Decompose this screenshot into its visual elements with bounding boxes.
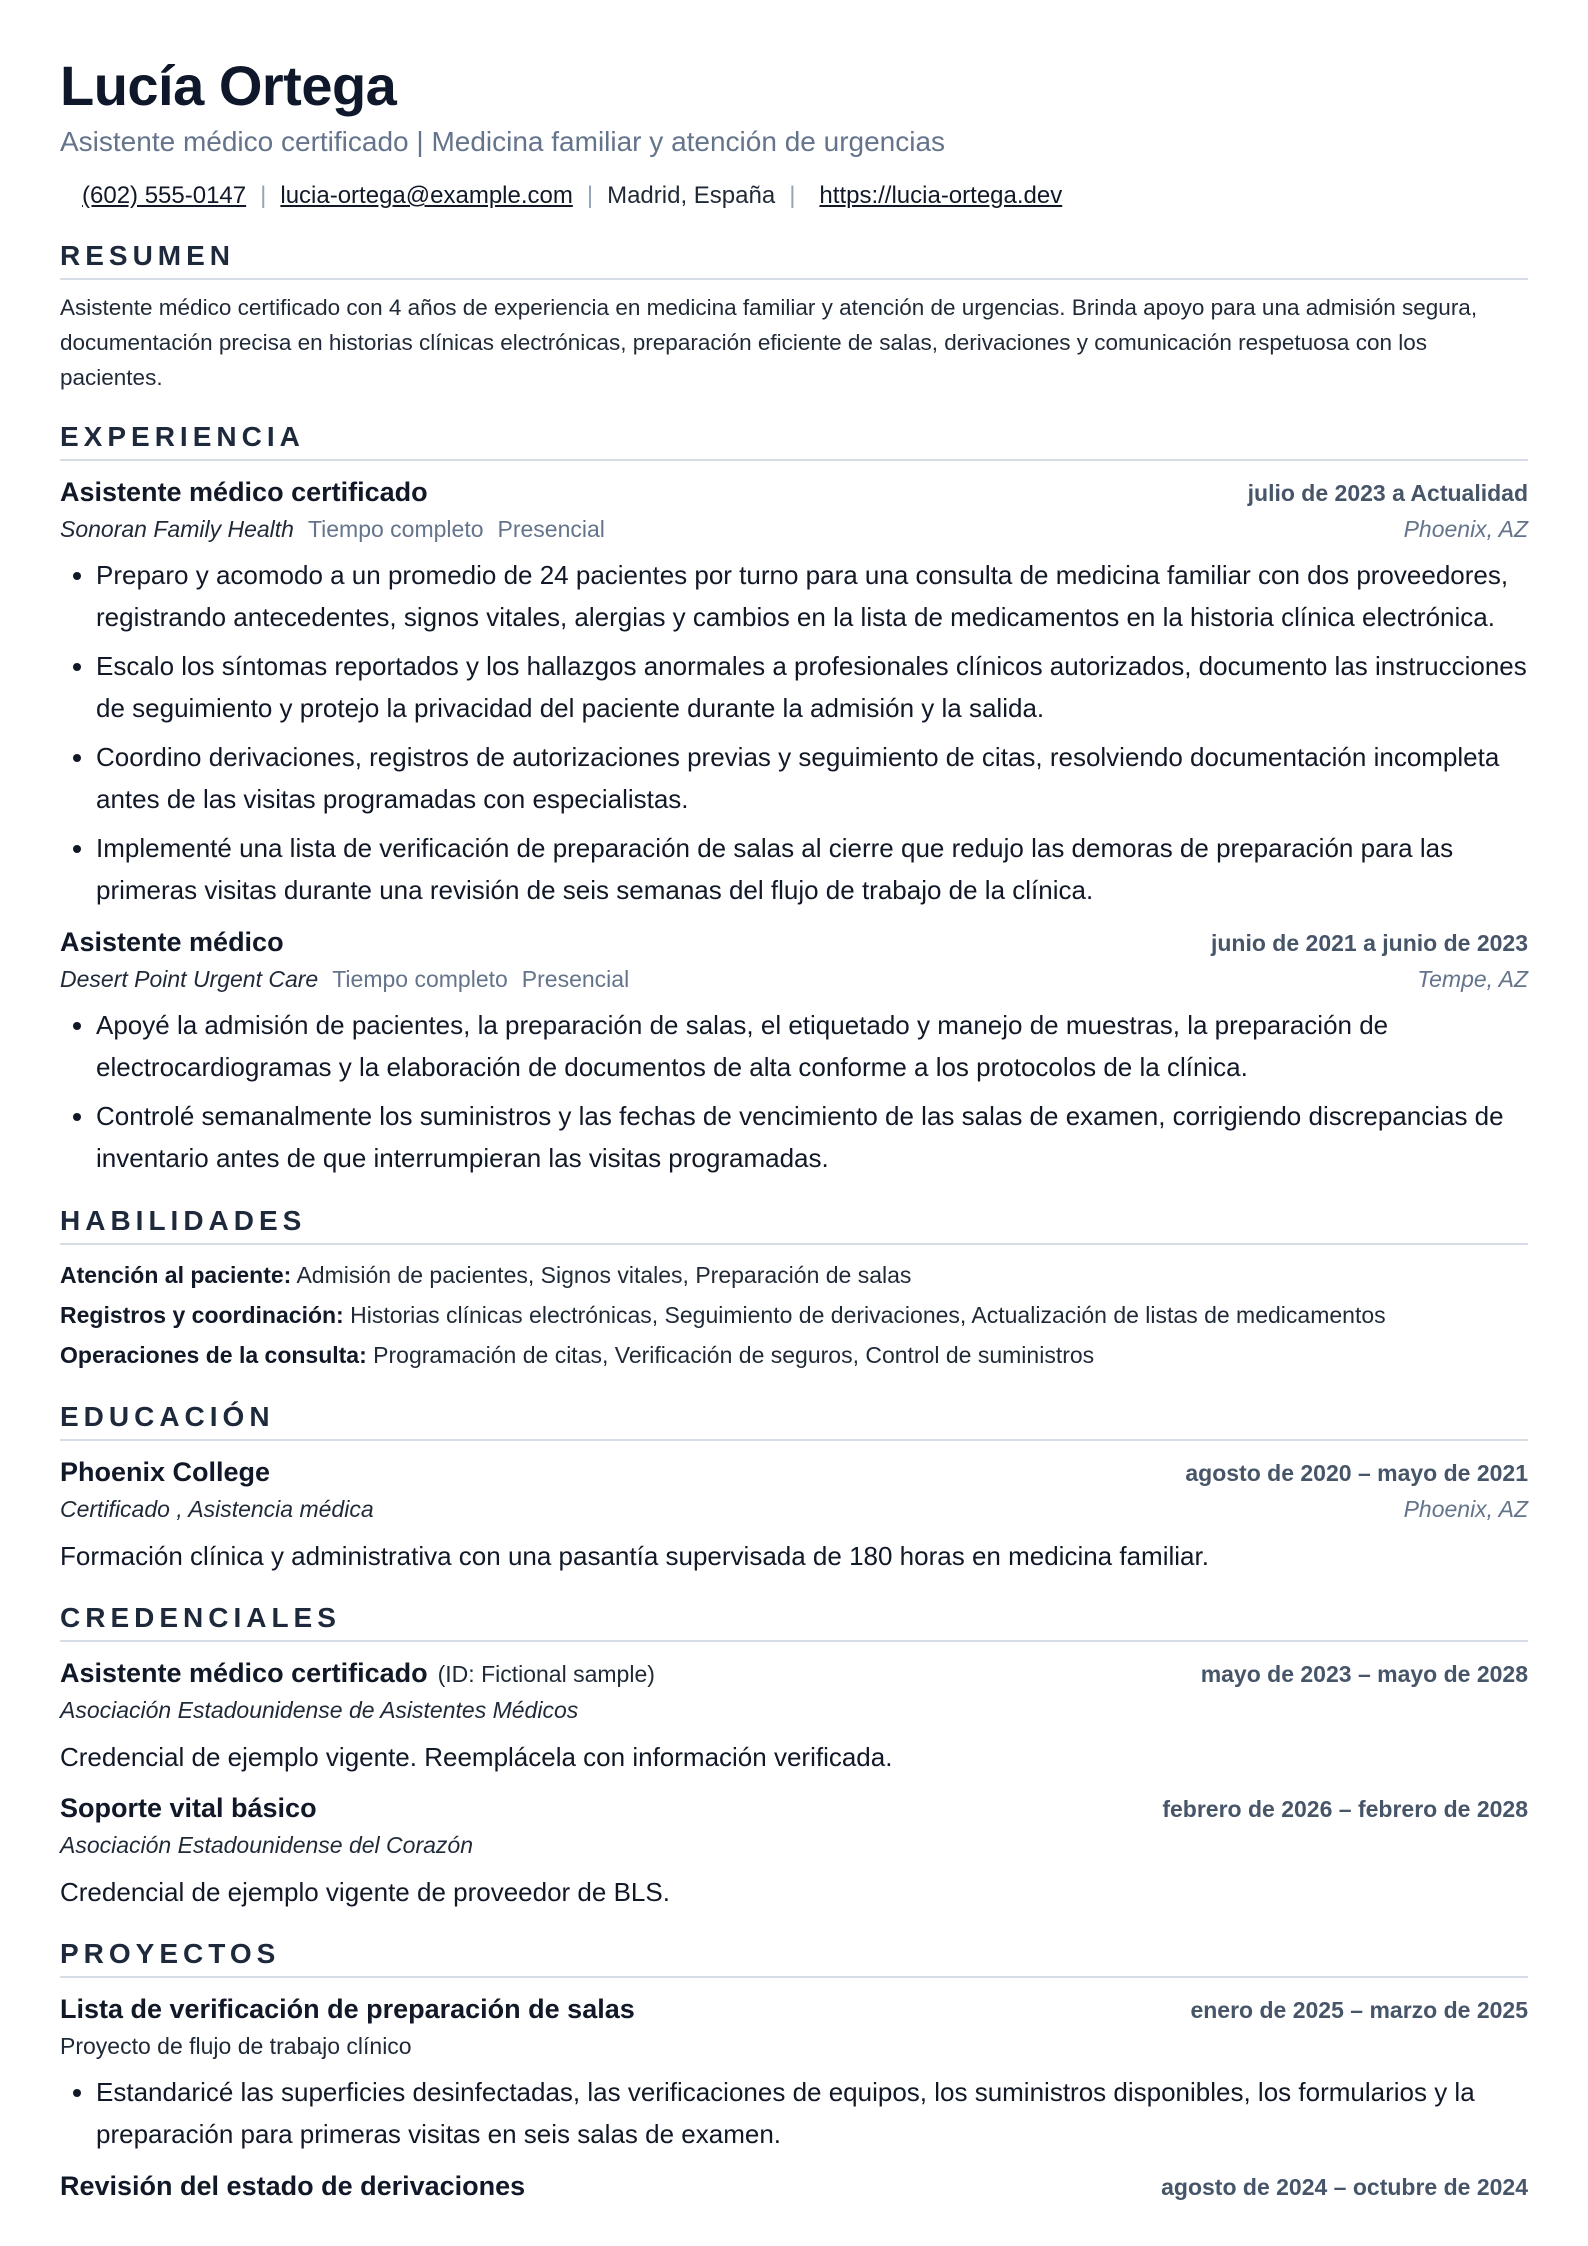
bullet-item: • Implementé una lista de verificación de preparación de salas al cierre que redujo las demoras de preparación para las primeras visitas durante una revisión de seis semanas del flujo de trabajo de la clínica. (96, 827, 1528, 911)
skill-items: Historias clínicas electrónicas, Seguimiento de derivaciones, Actualización de listas de medicamentos (350, 1302, 1386, 1328)
credential-title: Soporte vital básico (60, 1793, 317, 1823)
credential-entry (60, 1789, 1528, 1912)
experience-entry (60, 473, 1528, 911)
skill-items: Programación de citas, Verificación de seguros, Control de suministros (373, 1342, 1095, 1368)
bullet-item: • Estandaricé las superficies desinfectadas, las verificaciones de equipos, los suministros disponibles, los formularios y la preparación para primeras visitas en seis salas de examen. (96, 2071, 1528, 2155)
credential-title: Asistente médico certificado (60, 1658, 428, 1688)
skill-row (60, 1335, 1528, 1375)
credential-dates: mayo de 2023 – mayo de 2028 (1200, 1661, 1528, 1687)
bullet-item: • Apoyé la admisión de pacientes, la preparación de salas, el etiquetado y manejo de muestras, la preparación de electrocardiogramas y la elaboración de documentos de alta conforme a los protocolos de la clínica. (96, 1004, 1528, 1088)
education-location: Phoenix, AZ (1403, 1496, 1528, 1522)
education-description: Formación clínica y administrativa con una pasantía supervisada de 180 horas en medicina familiar. (60, 1541, 1209, 1571)
section-title-experience: EXPERIENCIA (60, 419, 1528, 461)
skill-label: Atención al paciente: (60, 1262, 292, 1288)
credential-description: Credencial de ejemplo vigente. Reemplácela con información verificada. (60, 1742, 893, 1772)
separator: | (586, 182, 594, 209)
project-dates: enero de 2025 – marzo de 2025 (1190, 1997, 1528, 2023)
separator: | (260, 182, 267, 209)
section-title-skills: HABILIDADES (60, 1203, 1528, 1245)
project-entry (60, 1990, 1528, 2155)
bullet-item: • Controlé semanalmente los suministros y las fechas de vencimiento de las salas de examen, corrigiendo discrepancias de inventario antes de que interrumpieran las visitas programadas. (96, 1095, 1528, 1179)
section-title-education: EDUCACIÓN (60, 1399, 1528, 1441)
project-title: Revisión del estado de derivaciones (60, 2171, 526, 2201)
experience-entry (60, 923, 1528, 1179)
skill-label: Registros y coordinación: (60, 1302, 344, 1328)
job-location: Tempe, AZ (1417, 966, 1528, 992)
education-dates: agosto de 2020 – mayo de 2021 (1185, 1460, 1528, 1486)
project-dates: agosto de 2024 – octubre de 2024 (1161, 2174, 1528, 2200)
job-location: Phoenix, AZ (1403, 516, 1528, 542)
school-name: Phoenix College (60, 1457, 271, 1487)
name-heading: Lucía Ortega (60, 54, 397, 117)
credential-entry (60, 1654, 1528, 1777)
section-title-projects: PROYECTOS (60, 1936, 1528, 1978)
credential-issuer: Asociación Estadounidense del Corazón (60, 1832, 473, 1858)
email-link[interactable]: lucia-ortega@example.com (280, 182, 573, 209)
bullet-item: • Coordino derivaciones, registros de autorizaciones previas y seguimiento de citas, resolviendo documentación incompleta antes de las visitas programadas con especialistas. (96, 736, 1528, 820)
separator: | (789, 182, 796, 209)
resume-page (60, 52, 1528, 2206)
bullet-item: • Escalo los síntomas reportados y los hallazgos anormales a profesionales clínicos autorizados, documento las instrucciones de seguimiento y protejo la privacidad del paciente durante la admisión y la salida. (96, 645, 1528, 729)
location-text: Madrid, España (607, 182, 776, 209)
tagline: Asistente médico certificado | Medicina familiar y atención de urgencias (60, 126, 946, 157)
skill-row (60, 1295, 1528, 1335)
section-title-credentials: CREDENCIALES (60, 1600, 1528, 1642)
skill-label: Operaciones de la consulta: (60, 1342, 367, 1368)
employment-type: Tiempo completo (332, 966, 508, 992)
job-title: Asistente médico (60, 927, 284, 957)
job-dates: julio de 2023 a Actualidad (1247, 480, 1528, 506)
employment-type: Tiempo completo (307, 516, 484, 542)
phone-link[interactable]: (602) 555-0147 (82, 182, 247, 209)
bullet-list (60, 554, 1528, 911)
skill-row (60, 1255, 1528, 1295)
credential-id: (ID: Fictional sample) (437, 1661, 655, 1687)
work-mode: Presencial (497, 516, 605, 542)
project-subtitle: Proyecto de flujo de trabajo clínico (60, 2033, 412, 2059)
job-title: Asistente médico certificado (60, 477, 428, 507)
summary-text: Asistente médico certificado con 4 años de experiencia en medicina familiar y atención de urgencias. Brinda apoyo para una admisión segura, documentación precisa en historias clínicas electrónicas, preparación eficiente de salas, derivaciones y comunicación respetuosa con los pacientes. (60, 295, 1478, 390)
bullet-list (60, 2071, 1528, 2155)
section-title-summary: RESUMEN (60, 238, 1528, 280)
project-title: Lista de verificación de preparación de salas (60, 1994, 635, 2024)
credential-description: Credencial de ejemplo vigente de proveedor de BLS. (60, 1877, 670, 1907)
bullet-list (60, 1004, 1528, 1179)
job-dates: junio de 2021 a junio de 2023 (1210, 930, 1528, 956)
credential-dates: febrero de 2026 – febrero de 2028 (1162, 1796, 1528, 1822)
work-mode: Presencial (521, 966, 630, 992)
skill-items: Admisión de pacientes, Signos vitales, Preparación de salas (296, 1262, 912, 1288)
employer: Sonoran Family Health (60, 516, 294, 542)
degree: Certificado , Asistencia médica (60, 1496, 374, 1522)
education-entry (60, 1453, 1528, 1576)
project-entry (60, 2167, 1528, 2206)
contact-bar (60, 178, 1528, 214)
website-link[interactable]: https://lucia-ortega.dev (819, 182, 1063, 209)
credential-issuer: Asociación Estadounidense de Asistentes Médicos (60, 1697, 579, 1723)
employer: Desert Point Urgent Care (60, 966, 319, 992)
bullet-item: • Preparo y acomodo a un promedio de 24 pacientes por turno para una consulta de medicina familiar con dos proveedores, registrando antecedentes, signos vitales, alergias y cambios en la lista de medicamentos en la historia clínica electrónica. (96, 554, 1528, 638)
